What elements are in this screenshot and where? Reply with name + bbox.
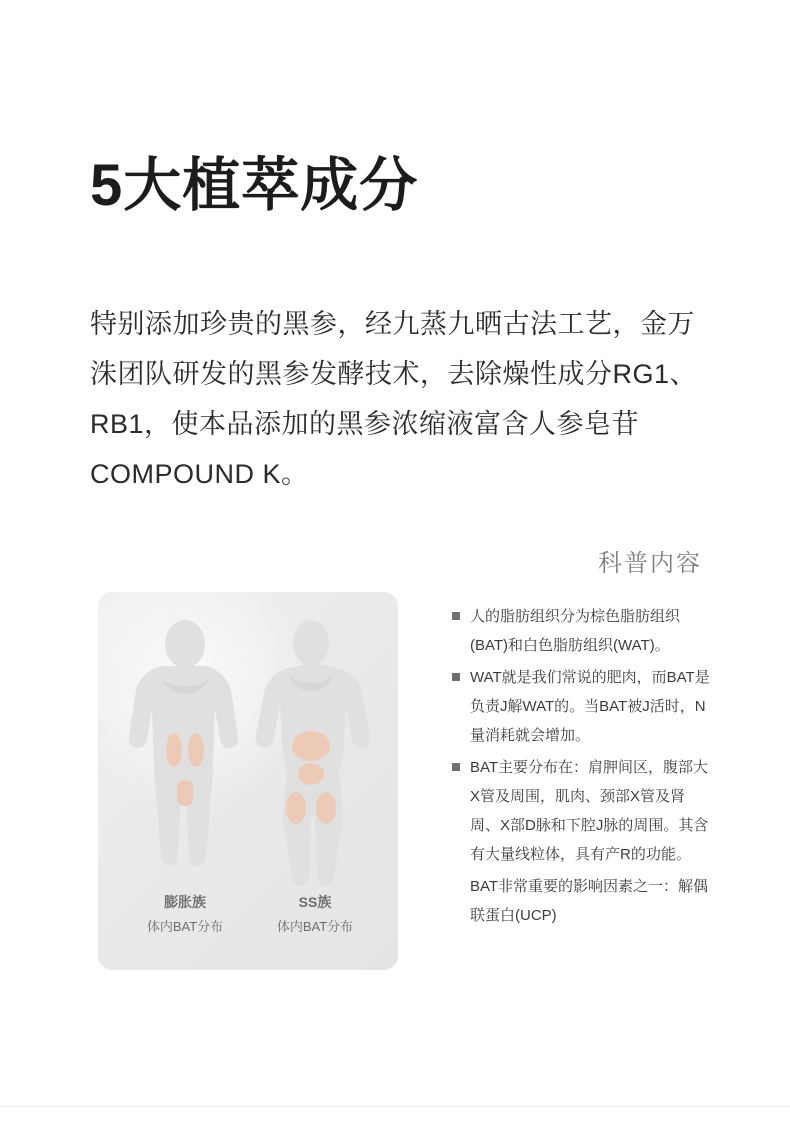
figure-caption-right (250, 892, 380, 935)
page-title: 5大植萃成分 (90, 152, 419, 218)
list-item (452, 872, 714, 930)
science-section-title: 科普内容 (598, 550, 702, 577)
body-silhouette-right-icon (248, 618, 374, 888)
figure-caption-left (120, 892, 250, 935)
bat-distribution-figure (98, 592, 398, 970)
figure-caption-left-name: 膨胀族 (164, 894, 206, 910)
figure-caption-left-sub: 体内BAT分布 (146, 919, 224, 934)
list-item-text: WAT就是我们常说的肥肉，而BAT是负责J解WAT的。当BAT被J活时，N量消耗就会增加。 (470, 669, 710, 744)
list-item (452, 663, 714, 750)
list-item (452, 602, 714, 660)
body-silhouette-left-icon (122, 618, 248, 888)
list-item (452, 753, 714, 869)
intro-paragraph: 特别添加珍贵的黑参，经九蒸九晒古法工艺，金万洙团队研发的黑参发酵技术，去除燥性成分RG1、RB1，使本品添加的黑参浓缩液富含人参皂苷COMPOUND K。 (90, 309, 698, 489)
figure-caption-right-sub: 体内BAT分布 (276, 919, 354, 934)
square-bullet-icon (452, 673, 460, 681)
list-item-text: 人的脂肪组织分为棕色脂肪组织(BAT)和白色脂肪组织(WAT)。 (470, 608, 681, 654)
footer-divider (0, 1106, 790, 1107)
square-bullet-icon (452, 763, 460, 771)
figure-caption-right-name: SS族 (298, 894, 332, 910)
science-fact-list (452, 602, 714, 933)
list-item-text: BAT主要分布在：肩胛间区，腹部大X管及周围，肌肉、颈部X管及肾周、X部D脉和下腔J脉的周围。其含有大量线粒体，具有产R的功能。 (470, 759, 709, 863)
list-item-text: BAT非常重要的影响因素之一：解偶联蛋白(UCP) (470, 878, 709, 924)
square-bullet-icon (452, 612, 460, 620)
